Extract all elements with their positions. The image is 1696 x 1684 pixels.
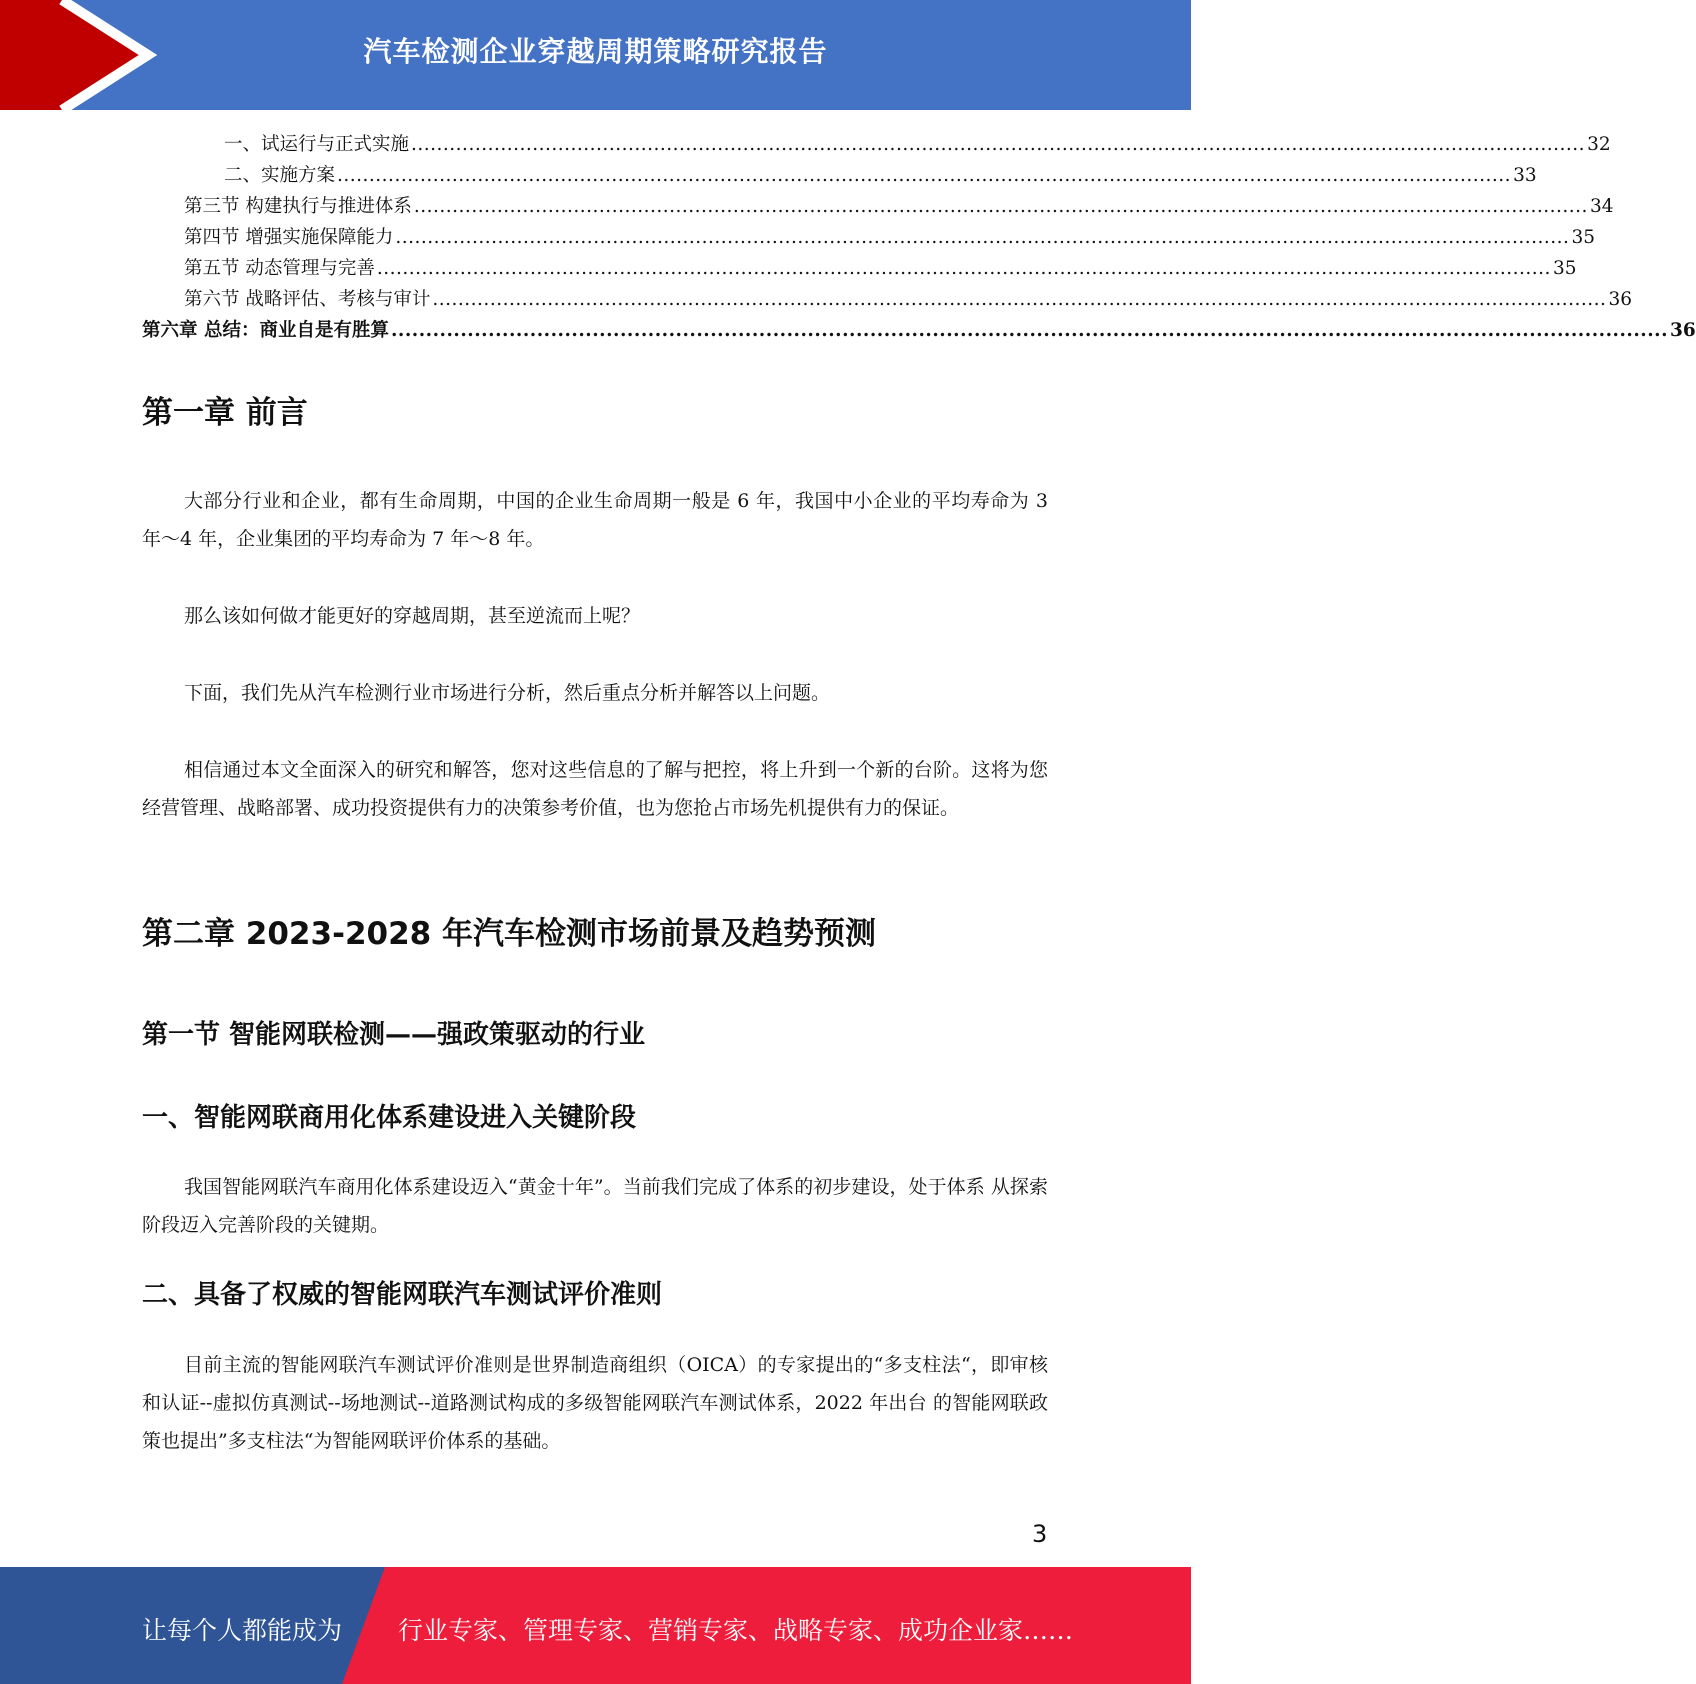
toc-entry-title: 一、试运行与正式实施 — [224, 134, 410, 155]
toc-entry-page: 35 — [1552, 258, 1577, 279]
toc-leader: ........................................................................................................................................................................................ — [413, 196, 1588, 217]
toc-entry-title: 第四节 增强实施保障能力 — [184, 227, 394, 248]
toc-leader: ........................................................................................................................................................................................ — [376, 258, 1551, 279]
toc-entry-title: 第六节 战略评估、考核与审计 — [184, 289, 431, 310]
page-number: 3 — [1032, 1520, 1048, 1548]
chapter1-paragraph: 那么该如何做才能更好的穿越周期，甚至逆流而上呢？ — [184, 605, 641, 627]
header-title: 汽车检测企业穿越周期策略研究报告 — [363, 35, 828, 68]
subsection-title: 二、具备了权威的智能网联汽车测试评价准则 — [142, 1280, 663, 1310]
toc-leader: ........................................................................................................................................................................................ — [411, 134, 1586, 155]
toc-entry-page: 36 — [1670, 320, 1696, 341]
toc-entry-page: 33 — [1513, 165, 1537, 186]
toc-leader: ........................................................................................................................................................................................ — [337, 165, 1512, 186]
toc-entry-title: 第六章 总结：商业自是有胜算 — [142, 320, 389, 341]
subsection-paragraph: 目前主流的智能网联汽车测试评价准则是世界制造商组织（OICA）的专家提出的“多支柱法“，即审核和认证--虚拟仿真测试--场地测试--道路测试构成的多级智能网联汽车测试体系，2022 年出台 的智能网联政策也提出”多支柱法“为智能网联评价体系的基础。 — [142, 1354, 1048, 1452]
toc-entry[interactable] — [142, 161, 1537, 192]
chapter2-title: 第二章 2023-2028 年汽车检测市场前景及趋势预测 — [142, 916, 877, 952]
toc-entry-page: 32 — [1587, 134, 1611, 155]
table-of-contents — [142, 130, 1696, 347]
toc-entry[interactable] — [142, 254, 1577, 285]
toc-leader: ........................................................................................................................................................................................ — [432, 289, 1607, 310]
toc-entry[interactable] — [142, 130, 1611, 161]
footer-slogan-left: 让每个人都能成为 — [142, 1616, 343, 1645]
chapter1-title: 第一章 前言 — [142, 395, 308, 431]
chapter1-paragraph: 大部分行业和企业，都有生命周期，中国的企业生命周期一般是 6 年，我国中小企业的平均寿命为 3 年～4 年，企业集团的平均寿命为 7 年～8 年。 — [142, 490, 1048, 550]
toc-entry[interactable] — [142, 223, 1595, 254]
subsection-paragraph: 我国智能网联汽车商用化体系建设迈入“黄金十年”。当前我们完成了体系的初步建设，处于体系 从探索阶段迈入完善阶段的关键期。 — [142, 1176, 1048, 1236]
page-footer — [0, 1567, 1191, 1684]
section-title: 第一节 智能网联检测——强政策驱动的行业 — [142, 1020, 646, 1050]
chapter1-paragraph: 下面，我们先从汽车检测行业市场进行分析，然后重点分析并解答以上问题。 — [184, 682, 831, 704]
chapter1-paragraph: 相信通过本文全面深入的研究和解答，您对这些信息的了解与把控，将上升到一个新的台阶。这将为您经营管理、战略部署、成功投资提供有力的决策参考价值，也为您抢占市场先机提供有力的保证。 — [142, 759, 1048, 819]
footer-slogan-right: 行业专家、管理专家、营销专家、战略专家、成功企业家…… — [398, 1616, 1074, 1645]
toc-entry-title: 第三节 构建执行与推进体系 — [184, 196, 412, 217]
toc-leader: ........................................................................................................................................................................................ — [390, 320, 1669, 341]
toc-entry-page: 34 — [1589, 196, 1614, 217]
toc-entry[interactable] — [142, 192, 1614, 223]
page-header — [0, 0, 1191, 110]
toc-entry-title: 二、实施方案 — [224, 165, 336, 186]
toc-entry[interactable] — [142, 316, 1696, 347]
subsection-title: 一、智能网联商用化体系建设进入关键阶段 — [142, 1103, 637, 1133]
toc-entry[interactable] — [142, 285, 1632, 316]
toc-leader: ........................................................................................................................................................................................ — [395, 227, 1570, 248]
toc-entry-page: 36 — [1608, 289, 1632, 310]
toc-entry-page: 35 — [1571, 227, 1595, 248]
toc-entry-title: 第五节 动态管理与完善 — [184, 258, 375, 279]
